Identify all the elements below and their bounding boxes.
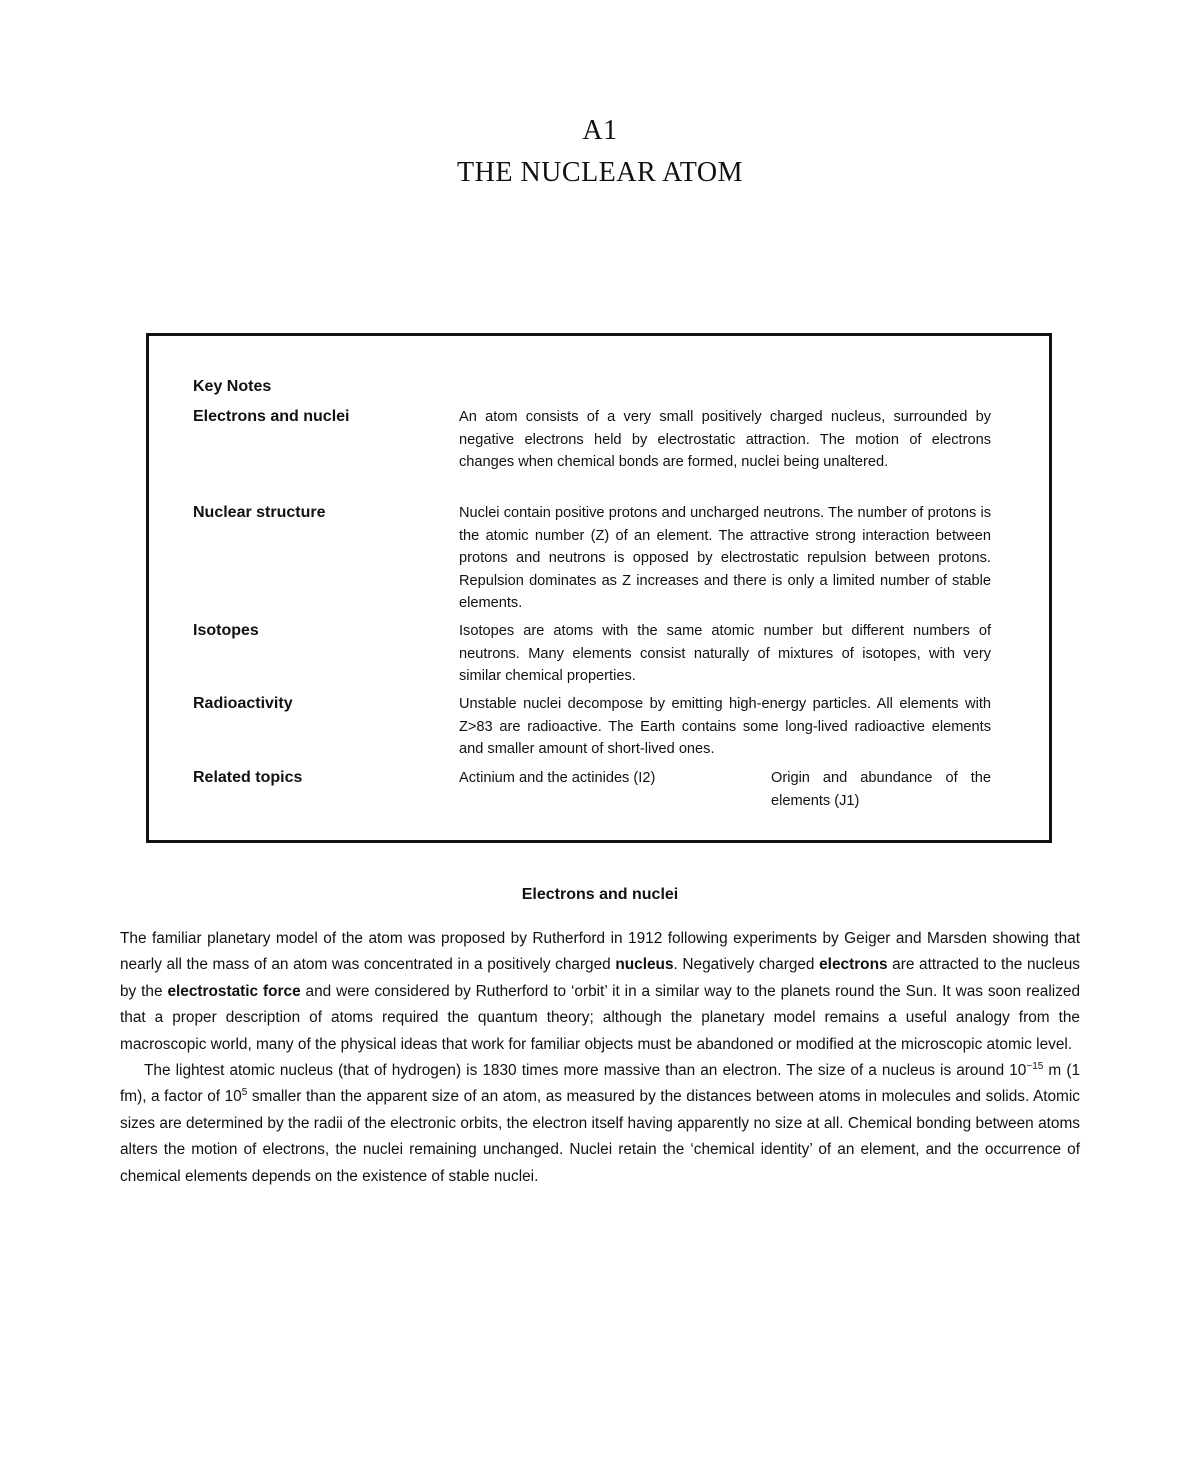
related-topics-label: Related topics xyxy=(193,769,303,786)
related-topic-link: Origin and abundance of the elements (J1) xyxy=(771,770,991,809)
key-note-label: Electrons and nuclei xyxy=(193,408,350,425)
chapter-header xyxy=(0,110,1200,194)
key-note-label: Nuclear structure xyxy=(193,504,326,521)
chapter-title: THE NUCLEAR ATOM xyxy=(457,157,743,188)
key-note-text: Nuclei contain positive protons and uncharged neutrons. The number of protons is the atomic number (Z) of an element. The attractive strong interaction between protons and neutrons is opposed by electrostatic repulsion between protons. Repulsion dominates as Z increases and there is only a limited number of stable elements. xyxy=(459,505,991,611)
key-note-text: An atom consists of a very small positively charged nucleus, surrounded by negative electrons held by electrostatic attraction. The motion of electrons changes when chemical bonds are formed, nuclei being unaltered. xyxy=(459,409,991,470)
key-term: electrons xyxy=(819,956,888,974)
key-notes-heading: Key Notes xyxy=(193,378,272,395)
superscript: 5 xyxy=(241,1087,248,1099)
chapter-number: A1 xyxy=(582,115,618,146)
key-term: nucleus xyxy=(615,956,674,974)
superscript: −15 xyxy=(1026,1061,1044,1073)
section-body xyxy=(120,926,1080,1190)
related-topic-link: Actinium and the actinides (I2) xyxy=(459,770,656,786)
key-note-text: Unstable nuclei decompose by emitting high-energy particles. All elements with Z>83 are radioactive. The Earth contains some long-lived radioactive elements and smaller amount of short-lived ones. xyxy=(459,696,991,757)
body-paragraph: The lightest atomic nucleus (that of hydrogen) is 1830 times more massive than an electron. The size of a nucleus is around $10^{-15}$ m (1 fm), a factor of $10^5$ smaller than the apparent size of an atom, as measured by the distances between atoms in molecules and solids. Atomic sizes are determined by the radii of the electronic orbits, the electron itself having apparently no size at all. Chemical bonding between atoms alters the motion of electrons, the nuclei remaining unchanged. Nuclei retain the ‘chemical identity’ of an element, and the occurrence of chemical elements depends on the existence of stable nuclei. xyxy=(120,1061,1080,1185)
key-notes-box xyxy=(146,333,1052,843)
key-term: electrostatic force xyxy=(167,982,301,1000)
section-heading: Electrons and nuclei xyxy=(521,886,679,903)
key-note-label: Radioactivity xyxy=(193,695,293,712)
key-note-label: Isotopes xyxy=(193,622,259,639)
body-paragraph: The familiar planetary model of the atom was proposed by Rutherford in 1912 following experiments by Geiger and Marsden showing that nearly all the mass of an atom was concentrated in a positively charged nucleus. Negatively charged electrons are attracted to the nucleus by the electrostatic force and were considered by Rutherford to ‘orbit’ it in a similar way to the planets round the Sun. It was soon realized that a proper description of atoms required the quantum theory; although the planetary model remains a useful analogy from the macroscopic world, many of the physical ideas that work for familiar objects must be abandoned or modified at the microscopic atomic level. xyxy=(120,930,1081,1053)
key-note-text: Isotopes are atoms with the same atomic number but different numbers of neutrons. Many elements consist naturally of mixtures of isotopes, with very similar chemical properties. xyxy=(459,623,991,684)
